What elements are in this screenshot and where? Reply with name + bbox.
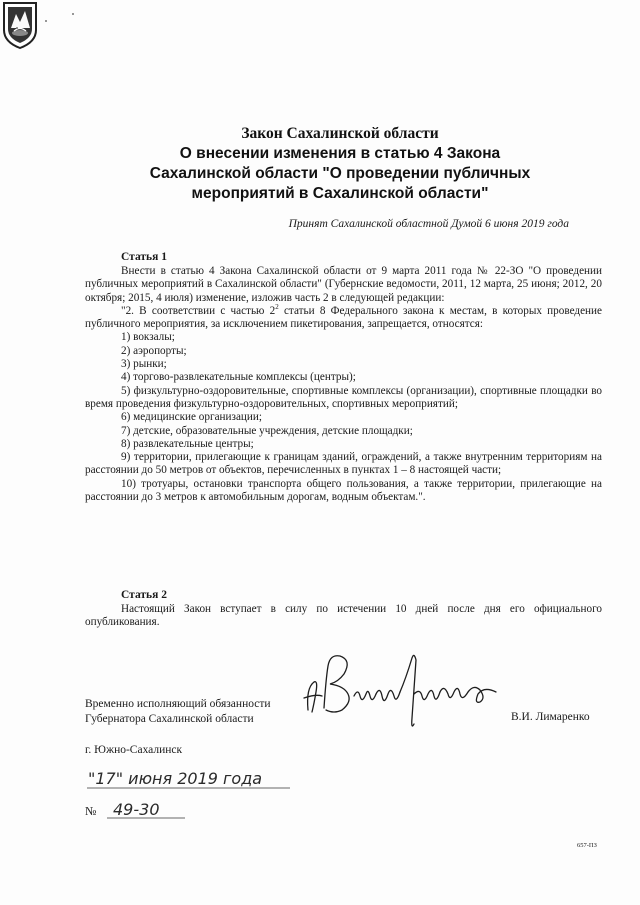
document-code: 657-ПЗ — [577, 842, 597, 849]
article-2-heading: Статья 2 — [121, 589, 167, 601]
article-1-intro: Внести в статью 4 Закона Сахалинской области от 9 марта 2011 года № 22-ЗО "О проведении публичных мероприятий в Сахалинской области" (Губернские ведомости, 2011, 12 марта, 25 июня; 2012, 20 октября; 2015, 4 июля) изменение, изложив часть 2 в следующей редакции: — [85, 265, 602, 304]
scan-speck — [16, 27, 18, 29]
signatory-position — [85, 697, 271, 727]
list-item: 4) торгово-развлекательные комплексы (центры); — [121, 371, 356, 384]
quote-superscript: 2 — [275, 302, 279, 311]
adoption-note: Принят Сахалинской областной Думой 6 июня 2019 года — [288, 218, 569, 230]
signatory-name: В.И. Лимаренко — [511, 711, 590, 723]
sakhalin-emblem-icon — [0, 0, 40, 50]
list-item: 2) аэропорты; — [121, 344, 187, 357]
list-item: 1) вокзалы; — [121, 331, 175, 344]
law-title: Закон Сахалинской области — [241, 125, 439, 142]
handwritten-date — [85, 766, 300, 794]
list-item: 3) рынки; — [121, 358, 167, 371]
scan-speck — [72, 13, 74, 15]
list-item: 7) детские, образовательные учреждения, детские площадки; — [121, 424, 413, 437]
quote-text-end: статьи 8 Федерального закона к местам, в которых проведение публичного мероприятия, за исключением пикетирования, запрещается, относятся: — [85, 304, 602, 331]
city: г. Южно-Сахалинск — [85, 744, 183, 756]
article-1-heading: Статья 1 — [121, 251, 167, 263]
quote-text-start: "2. В соответствии с частью 2 — [121, 304, 276, 317]
list-item: 6) медицинские организации; — [121, 411, 262, 424]
handwritten-date-text: "17" июня 2019 года — [88, 769, 263, 788]
handwritten-signature — [296, 648, 506, 733]
list-item: 10) тротуары, остановки транспорта общего пользования, а также территории, прилегающие на расстоянии до 3 метров к автомобильным дорогам, водным объектам.". — [85, 477, 602, 504]
law-subtitle-line: О внесении изменения в статью 4 Закона — [179, 145, 501, 162]
position-line: Временно исполняющий обязанности — [85, 698, 271, 710]
scan-speck — [45, 20, 47, 22]
list-item: 5) физкультурно-оздоровительные, спортивные комплексы (организации), спортивные площадки во время проведения физкультурно-оздоровительных, спортивных мероприятий; — [85, 384, 602, 410]
number-label: № — [85, 804, 97, 818]
handwritten-number-text: 49-30 — [113, 800, 160, 819]
handwritten-number — [85, 797, 205, 823]
article-1-quote — [85, 302, 602, 332]
list-item: 9) территории, прилегающие к границам зданий, ограждений, а также внутренним территориям на расстоянии до 50 метров от объектов, перечисленных в пунктах 1 – 8 настоящей части; — [85, 451, 602, 477]
article-1-body — [85, 265, 602, 504]
position-line: Губернатора Сахалинской области — [85, 713, 254, 725]
law-subtitle-line: мероприятий в Сахалинской области" — [191, 185, 489, 202]
law-subtitle-line: Сахалинской области "О проведении публичных — [149, 165, 531, 182]
article-2-text: Настоящий Закон вступает в силу по истечении 10 дней после дня его официального опубликования. — [85, 603, 602, 629]
article-2-body — [85, 603, 602, 630]
list-item: 8) развлекательные центры; — [121, 437, 254, 450]
